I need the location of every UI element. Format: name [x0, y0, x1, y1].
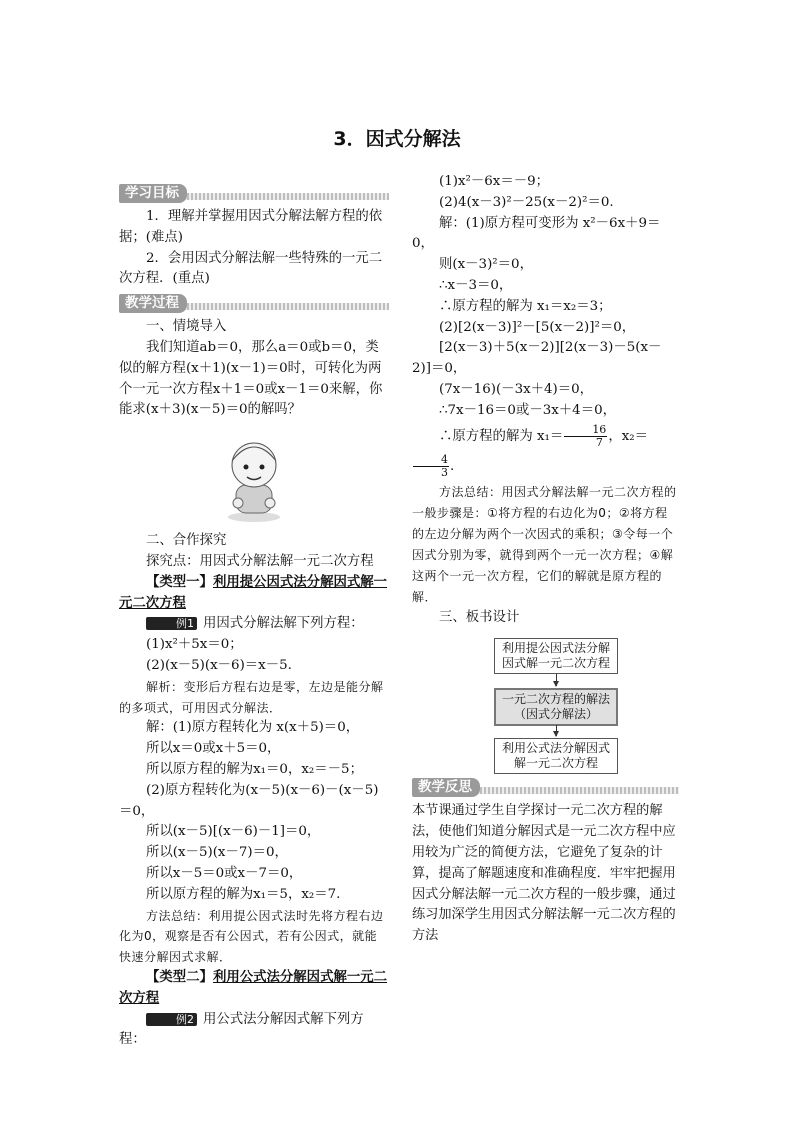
example1-summary: 方法总结：利用提公因式法时先将方程右边化为0，观察是否有公因式，若有公因式，就能快速分解因式求解．	[119, 908, 384, 965]
final-mid: ，x₂＝	[608, 428, 649, 444]
explore-point: 探究点：用因式分解法解一元二次方程	[146, 553, 374, 569]
right-column	[412, 172, 679, 947]
example1-solution-line: 所以x＝0或x＋5＝0，	[146, 741, 281, 757]
page-title: 3．因式分解法	[333, 128, 461, 150]
section-header-process	[119, 294, 389, 314]
example1-solution-line: 所以(x－5)(x－7)＝0，	[146, 845, 288, 861]
flow-box-center: 一元二次方程的解法（因式分解法）	[494, 688, 618, 726]
example2-summary: 方法总结：用因式分解法解一元二次方程的一般步骤是：①将方程的右边化为0；②将方程的左边分解为两个一次因式的乘积；③令每一个因式分别为零，就得到两个一元一次方程；④解这两个一元一次方程，它们的解就是原方程的解．	[412, 484, 677, 604]
example2-solution-line: (7x－16)(－3x＋4)＝0，	[439, 381, 594, 397]
coop-heading: 二、合作探究	[146, 533, 227, 549]
example2-solution-line: ∴原方程的解为 x₁＝x₂＝3；	[439, 298, 612, 314]
example1-analysis: 解析：变形后方程右边是零，左边是能分解的多项式，可用因式分解法．	[119, 679, 384, 715]
reflection-text: 本节课通过学生自学探讨一元二次方程的解法，使他们知道分解因式是一元二次方程中应用较为广泛的简便方法，它避免了复杂的计算，提高了解题速度和准确程度．牢牢把握用因式分解法解一元二次方程的一般步骤，通过练习加深学生用因式分解法解一元二次方程的方法	[412, 803, 676, 944]
example2-solution-line: 解：(1)原方程可变形为 x²－6x＋9＝0，	[412, 215, 661, 252]
example2-solution-line: ∴x－3＝0，	[439, 277, 513, 293]
example1-text: 用因式分解法解下列方程：	[203, 616, 364, 632]
type1-heading	[119, 573, 389, 615]
example-badge-icon: 例1	[146, 617, 197, 630]
cartoon-child-figure	[214, 425, 294, 525]
left-column	[119, 182, 389, 1051]
example2-final-answer	[412, 422, 679, 482]
example2-solution-line: (2)[2(x－3)]²－[5(x－2)]²＝0，	[439, 319, 636, 335]
fraction-16-7	[564, 424, 607, 449]
type2-heading	[119, 968, 389, 1010]
example2-solution-line: ∴7x－16＝0或－3x＋4＝0，	[439, 402, 616, 418]
type2-prefix: 【类型二】	[146, 969, 213, 985]
example1-item-1: (1)x²＋5x＝0；	[146, 637, 243, 653]
section-header-goals	[119, 184, 389, 204]
fraction-numerator: 16	[564, 424, 607, 437]
example2-item-1: (1)x²－6x＝－9；	[439, 174, 550, 189]
fraction-denominator: 3	[441, 465, 448, 479]
example1-prompt	[119, 614, 389, 635]
fraction-numerator: 4	[413, 454, 449, 467]
fraction-4-3	[413, 454, 449, 479]
example2-solution-line: [2(x－3)＋5(x－2)][2(x－3)－5(x－2)]＝0，	[412, 340, 662, 377]
section-label: 学习目标	[119, 184, 187, 203]
goal-2: 2．会用因式分解法解一些特殊的一元二次方程．(重点)	[119, 250, 383, 287]
fraction-denominator: 7	[595, 435, 603, 449]
flow-box-bottom: 利用公式法分解因式解一元二次方程	[494, 738, 618, 774]
intro-text: 我们知道ab＝0，那么a＝0或b＝0，类似的解方程(x＋1)(x－1)＝0时，可转化为两个一元一次方程x＋1＝0或x－1＝0来解，你能求(x＋3)(x－5)＝0的解吗？	[119, 339, 383, 418]
section-label: 教学反思	[412, 778, 480, 797]
example2-solution-line: 则(x－3)²＝0，	[439, 257, 533, 273]
example1-solution-line: 所以原方程的解为x₁＝0，x₂＝－5；	[146, 761, 363, 777]
board-flowchart	[412, 638, 679, 771]
intro-heading: 一、情境导入	[146, 319, 227, 335]
example1-solution-line: 所以(x－5)[(x－6)－1]＝0，	[146, 824, 321, 840]
example1-solution-line: 所以原方程的解为x₁＝5，x₂＝7.	[146, 886, 341, 902]
board-design-heading: 三、板书设计	[439, 609, 520, 625]
example1-solution-line: (2)原方程转化为(x－5)(x－6)－(x－5)＝0，	[119, 782, 379, 819]
example2-item-2: (2)4(x－3)²－25(x－2)²＝0.	[439, 194, 614, 210]
type2-title: 利用公式法分解因式解一元二次方程	[119, 969, 388, 1006]
flow-arrow-up-icon	[556, 725, 557, 736]
flow-box-top: 利用提公因式法分解因式解一元二次方程	[494, 638, 618, 674]
type1-prefix: 【类型一】	[146, 574, 213, 590]
example2-prompt	[119, 1010, 389, 1052]
flow-arrow-down-icon	[556, 674, 557, 686]
example-badge-icon: 例2	[146, 1013, 197, 1026]
goal-1: 1．理解并掌握用因式分解法解方程的依据；(难点)	[119, 209, 383, 245]
type1-title: 利用提公因式法分解因式解一元二次方程	[119, 574, 388, 611]
example1-solution-line: 解：(1)原方程转化为 x(x＋5)＝0，	[146, 720, 360, 736]
example1-item-2: (2)(x－5)(x－6)＝x－5.	[146, 657, 292, 673]
example2-text: 用公式法分解因式解下列方程：	[119, 1011, 364, 1048]
final-prefix: ∴原方程的解为 x₁＝	[439, 428, 564, 444]
section-label: 教学过程	[119, 294, 187, 313]
example1-solution-line: 所以x－5＝0或x－7＝0，	[146, 865, 303, 881]
section-header-reflection	[412, 778, 679, 798]
final-end: .	[450, 458, 455, 474]
